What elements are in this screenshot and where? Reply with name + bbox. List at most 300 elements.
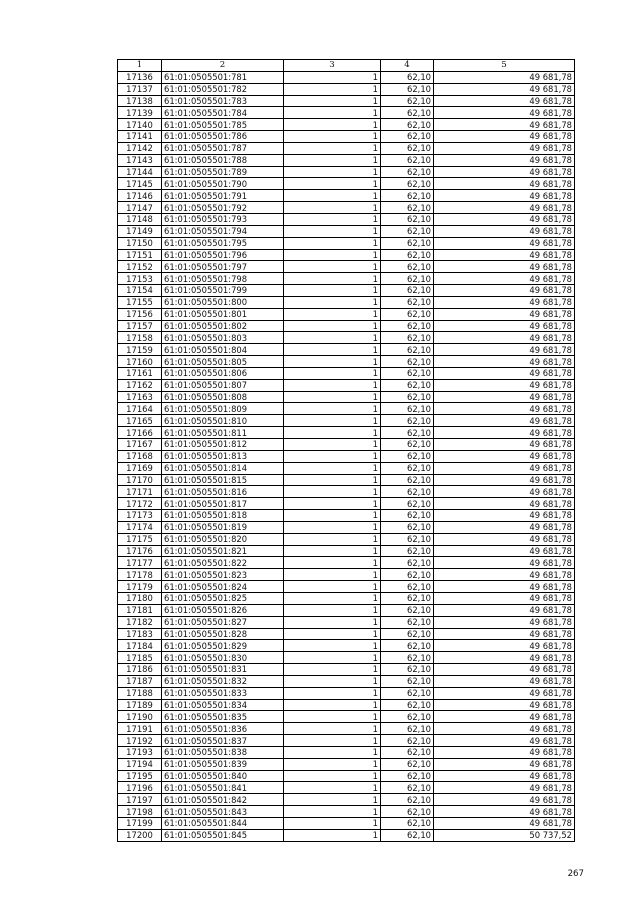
cadastral-number-cell: 61:01:0505501:788 xyxy=(162,154,284,166)
area-cell: 62,10 xyxy=(381,249,434,261)
table-row xyxy=(118,818,575,830)
table-row xyxy=(118,296,575,308)
quantity-cell: 1 xyxy=(284,83,381,95)
row-number-cell: 17142 xyxy=(118,142,162,154)
cadastral-number-cell: 61:01:0505501:811 xyxy=(162,427,284,439)
area-cell: 62,10 xyxy=(381,450,434,462)
table-row xyxy=(118,770,575,782)
value-cell: 49 681,78 xyxy=(434,616,575,628)
row-number-cell: 17144 xyxy=(118,166,162,178)
quantity-cell: 1 xyxy=(284,498,381,510)
area-cell: 62,10 xyxy=(381,166,434,178)
area-cell: 62,10 xyxy=(381,474,434,486)
row-number-cell: 17171 xyxy=(118,486,162,498)
row-number-cell: 17143 xyxy=(118,154,162,166)
quantity-cell: 1 xyxy=(284,237,381,249)
value-cell: 49 681,78 xyxy=(434,202,575,214)
cadastral-number-cell: 61:01:0505501:845 xyxy=(162,829,284,841)
area-cell: 62,10 xyxy=(381,119,434,131)
area-cell: 62,10 xyxy=(381,829,434,841)
table-row xyxy=(118,498,575,510)
row-number-cell: 17166 xyxy=(118,427,162,439)
table-row xyxy=(118,652,575,664)
value-cell: 49 681,78 xyxy=(434,735,575,747)
table-row xyxy=(118,95,575,107)
cadastral-number-cell: 61:01:0505501:807 xyxy=(162,379,284,391)
area-cell: 62,10 xyxy=(381,818,434,830)
value-cell: 49 681,78 xyxy=(434,498,575,510)
table-row xyxy=(118,403,575,415)
row-number-cell: 17193 xyxy=(118,746,162,758)
cadastral-number-cell: 61:01:0505501:822 xyxy=(162,557,284,569)
quantity-cell: 1 xyxy=(284,782,381,794)
row-number-cell: 17177 xyxy=(118,557,162,569)
cadastral-number-cell: 61:01:0505501:784 xyxy=(162,107,284,119)
table-row xyxy=(118,107,575,119)
cadastral-number-cell: 61:01:0505501:829 xyxy=(162,640,284,652)
table-row xyxy=(118,735,575,747)
value-cell: 49 681,78 xyxy=(434,687,575,699)
area-cell: 62,10 xyxy=(381,403,434,415)
cadastral-number-cell: 61:01:0505501:794 xyxy=(162,225,284,237)
value-cell: 49 681,78 xyxy=(434,604,575,616)
area-cell: 62,10 xyxy=(381,557,434,569)
row-number-cell: 17149 xyxy=(118,225,162,237)
area-cell: 62,10 xyxy=(381,462,434,474)
quantity-cell: 1 xyxy=(284,699,381,711)
row-number-cell: 17200 xyxy=(118,829,162,841)
row-number-cell: 17190 xyxy=(118,711,162,723)
row-number-cell: 17182 xyxy=(118,616,162,628)
row-number-cell: 17189 xyxy=(118,699,162,711)
row-number-cell: 17183 xyxy=(118,628,162,640)
area-cell: 62,10 xyxy=(381,439,434,451)
area-cell: 62,10 xyxy=(381,415,434,427)
cadastral-number-cell: 61:01:0505501:840 xyxy=(162,770,284,782)
area-cell: 62,10 xyxy=(381,616,434,628)
table-row xyxy=(118,675,575,687)
value-cell: 49 681,78 xyxy=(434,699,575,711)
row-number-cell: 17185 xyxy=(118,652,162,664)
value-cell: 49 681,78 xyxy=(434,675,575,687)
quantity-cell: 1 xyxy=(284,474,381,486)
table-row xyxy=(118,415,575,427)
table-row xyxy=(118,592,575,604)
table-row xyxy=(118,806,575,818)
quantity-cell: 1 xyxy=(284,166,381,178)
table-row xyxy=(118,237,575,249)
cadastral-number-cell: 61:01:0505501:812 xyxy=(162,439,284,451)
value-cell: 49 681,78 xyxy=(434,758,575,770)
area-cell: 62,10 xyxy=(381,427,434,439)
value-cell: 50 737,52 xyxy=(434,829,575,841)
area-cell: 62,10 xyxy=(381,628,434,640)
cadastral-number-cell: 61:01:0505501:824 xyxy=(162,581,284,593)
area-cell: 62,10 xyxy=(381,344,434,356)
value-cell: 49 681,78 xyxy=(434,592,575,604)
table-row xyxy=(118,273,575,285)
cadastral-number-cell: 61:01:0505501:823 xyxy=(162,569,284,581)
cadastral-number-cell: 61:01:0505501:782 xyxy=(162,83,284,95)
row-number-cell: 17136 xyxy=(118,71,162,83)
cadastral-number-cell: 61:01:0505501:801 xyxy=(162,308,284,320)
row-number-cell: 17153 xyxy=(118,273,162,285)
value-cell: 49 681,78 xyxy=(434,818,575,830)
table-row xyxy=(118,723,575,735)
area-cell: 62,10 xyxy=(381,794,434,806)
row-number-cell: 17187 xyxy=(118,675,162,687)
area-cell: 62,10 xyxy=(381,711,434,723)
value-cell: 49 681,78 xyxy=(434,356,575,368)
value-cell: 49 681,78 xyxy=(434,131,575,143)
cadastral-number-cell: 61:01:0505501:785 xyxy=(162,119,284,131)
value-cell: 49 681,78 xyxy=(434,296,575,308)
cadastral-number-cell: 61:01:0505501:802 xyxy=(162,320,284,332)
row-number-cell: 17155 xyxy=(118,296,162,308)
cadastral-number-cell: 61:01:0505501:836 xyxy=(162,723,284,735)
table-row xyxy=(118,308,575,320)
value-cell: 49 681,78 xyxy=(434,557,575,569)
value-cell: 49 681,78 xyxy=(434,569,575,581)
data-table xyxy=(117,59,575,842)
quantity-cell: 1 xyxy=(284,332,381,344)
value-cell: 49 681,78 xyxy=(434,533,575,545)
row-number-cell: 17162 xyxy=(118,379,162,391)
cadastral-number-cell: 61:01:0505501:830 xyxy=(162,652,284,664)
table-row xyxy=(118,391,575,403)
area-cell: 62,10 xyxy=(381,592,434,604)
table-row xyxy=(118,521,575,533)
row-number-cell: 17139 xyxy=(118,107,162,119)
row-number-cell: 17181 xyxy=(118,604,162,616)
table-row xyxy=(118,640,575,652)
area-cell: 62,10 xyxy=(381,391,434,403)
value-cell: 49 681,78 xyxy=(434,403,575,415)
quantity-cell: 1 xyxy=(284,770,381,782)
cadastral-number-cell: 61:01:0505501:821 xyxy=(162,545,284,557)
row-number-cell: 17178 xyxy=(118,569,162,581)
value-cell: 49 681,78 xyxy=(434,178,575,190)
table-row xyxy=(118,581,575,593)
row-number-cell: 17197 xyxy=(118,794,162,806)
table-row xyxy=(118,687,575,699)
table-row xyxy=(118,131,575,143)
area-cell: 62,10 xyxy=(381,356,434,368)
row-number-cell: 17165 xyxy=(118,415,162,427)
page-number: 267 xyxy=(567,869,584,879)
value-cell: 49 681,78 xyxy=(434,521,575,533)
area-cell: 62,10 xyxy=(381,71,434,83)
table-row xyxy=(118,794,575,806)
quantity-cell: 1 xyxy=(284,427,381,439)
value-cell: 49 681,78 xyxy=(434,249,575,261)
quantity-cell: 1 xyxy=(284,131,381,143)
value-cell: 49 681,78 xyxy=(434,119,575,131)
row-number-cell: 17179 xyxy=(118,581,162,593)
quantity-cell: 1 xyxy=(284,225,381,237)
header-cell-1: 1 xyxy=(118,60,162,72)
cadastral-number-cell: 61:01:0505501:789 xyxy=(162,166,284,178)
cadastral-number-cell: 61:01:0505501:831 xyxy=(162,664,284,676)
area-cell: 62,10 xyxy=(381,308,434,320)
table-row xyxy=(118,344,575,356)
cadastral-number-cell: 61:01:0505501:839 xyxy=(162,758,284,770)
value-cell: 49 681,78 xyxy=(434,225,575,237)
quantity-cell: 1 xyxy=(284,557,381,569)
table-row xyxy=(118,332,575,344)
cadastral-number-cell: 61:01:0505501:804 xyxy=(162,344,284,356)
row-number-cell: 17154 xyxy=(118,285,162,297)
value-cell: 49 681,78 xyxy=(434,545,575,557)
table-row xyxy=(118,628,575,640)
row-number-cell: 17164 xyxy=(118,403,162,415)
table-row xyxy=(118,427,575,439)
cadastral-number-cell: 61:01:0505501:810 xyxy=(162,415,284,427)
cadastral-number-cell: 61:01:0505501:799 xyxy=(162,285,284,297)
row-number-cell: 17145 xyxy=(118,178,162,190)
area-cell: 62,10 xyxy=(381,379,434,391)
table-row xyxy=(118,545,575,557)
cadastral-number-cell: 61:01:0505501:809 xyxy=(162,403,284,415)
cadastral-number-cell: 61:01:0505501:795 xyxy=(162,237,284,249)
table-row xyxy=(118,533,575,545)
area-cell: 62,10 xyxy=(381,261,434,273)
quantity-cell: 1 xyxy=(284,71,381,83)
cadastral-number-cell: 61:01:0505501:816 xyxy=(162,486,284,498)
cadastral-number-cell: 61:01:0505501:827 xyxy=(162,616,284,628)
quantity-cell: 1 xyxy=(284,356,381,368)
header-cell-5: 5 xyxy=(434,60,575,72)
quantity-cell: 1 xyxy=(284,604,381,616)
cadastral-number-cell: 61:01:0505501:797 xyxy=(162,261,284,273)
row-number-cell: 17140 xyxy=(118,119,162,131)
quantity-cell: 1 xyxy=(284,794,381,806)
area-cell: 62,10 xyxy=(381,699,434,711)
value-cell: 49 681,78 xyxy=(434,320,575,332)
row-number-cell: 17161 xyxy=(118,367,162,379)
quantity-cell: 1 xyxy=(284,723,381,735)
quantity-cell: 1 xyxy=(284,806,381,818)
area-cell: 62,10 xyxy=(381,735,434,747)
table-body xyxy=(118,71,575,841)
quantity-cell: 1 xyxy=(284,533,381,545)
row-number-cell: 17137 xyxy=(118,83,162,95)
quantity-cell: 1 xyxy=(284,510,381,522)
table-row xyxy=(118,439,575,451)
quantity-cell: 1 xyxy=(284,711,381,723)
quantity-cell: 1 xyxy=(284,616,381,628)
row-number-cell: 17141 xyxy=(118,131,162,143)
header-cell-2: 2 xyxy=(162,60,284,72)
row-number-cell: 17170 xyxy=(118,474,162,486)
value-cell: 49 681,78 xyxy=(434,711,575,723)
value-cell: 49 681,78 xyxy=(434,379,575,391)
cadastral-number-cell: 61:01:0505501:818 xyxy=(162,510,284,522)
cadastral-number-cell: 61:01:0505501:796 xyxy=(162,249,284,261)
quantity-cell: 1 xyxy=(284,545,381,557)
area-cell: 62,10 xyxy=(381,770,434,782)
table-row xyxy=(118,213,575,225)
cadastral-number-cell: 61:01:0505501:791 xyxy=(162,190,284,202)
value-cell: 49 681,78 xyxy=(434,95,575,107)
quantity-cell: 1 xyxy=(284,367,381,379)
value-cell: 49 681,78 xyxy=(434,770,575,782)
quantity-cell: 1 xyxy=(284,486,381,498)
quantity-cell: 1 xyxy=(284,285,381,297)
quantity-cell: 1 xyxy=(284,450,381,462)
area-cell: 62,10 xyxy=(381,320,434,332)
quantity-cell: 1 xyxy=(284,344,381,356)
area-cell: 62,10 xyxy=(381,510,434,522)
value-cell: 49 681,78 xyxy=(434,142,575,154)
value-cell: 49 681,78 xyxy=(434,628,575,640)
table-row xyxy=(118,356,575,368)
cadastral-number-cell: 61:01:0505501:833 xyxy=(162,687,284,699)
area-cell: 62,10 xyxy=(381,367,434,379)
value-cell: 49 681,78 xyxy=(434,154,575,166)
area-cell: 62,10 xyxy=(381,131,434,143)
value-cell: 49 681,78 xyxy=(434,107,575,119)
table-row xyxy=(118,379,575,391)
row-number-cell: 17172 xyxy=(118,498,162,510)
header-cell-3: 3 xyxy=(284,60,381,72)
cadastral-number-cell: 61:01:0505501:815 xyxy=(162,474,284,486)
row-number-cell: 17175 xyxy=(118,533,162,545)
value-cell: 49 681,78 xyxy=(434,166,575,178)
area-cell: 62,10 xyxy=(381,213,434,225)
value-cell: 49 681,78 xyxy=(434,213,575,225)
quantity-cell: 1 xyxy=(284,735,381,747)
cadastral-number-cell: 61:01:0505501:786 xyxy=(162,131,284,143)
value-cell: 49 681,78 xyxy=(434,83,575,95)
cadastral-number-cell: 61:01:0505501:820 xyxy=(162,533,284,545)
quantity-cell: 1 xyxy=(284,818,381,830)
quantity-cell: 1 xyxy=(284,273,381,285)
row-number-cell: 17173 xyxy=(118,510,162,522)
value-cell: 49 681,78 xyxy=(434,462,575,474)
area-cell: 62,10 xyxy=(381,486,434,498)
quantity-cell: 1 xyxy=(284,675,381,687)
area-cell: 62,10 xyxy=(381,142,434,154)
cadastral-number-cell: 61:01:0505501:844 xyxy=(162,818,284,830)
cadastral-number-cell: 61:01:0505501:787 xyxy=(162,142,284,154)
area-cell: 62,10 xyxy=(381,652,434,664)
table-row xyxy=(118,699,575,711)
quantity-cell: 1 xyxy=(284,379,381,391)
cadastral-number-cell: 61:01:0505501:819 xyxy=(162,521,284,533)
quantity-cell: 1 xyxy=(284,107,381,119)
row-number-cell: 17191 xyxy=(118,723,162,735)
quantity-cell: 1 xyxy=(284,640,381,652)
value-cell: 49 681,78 xyxy=(434,652,575,664)
cadastral-number-cell: 61:01:0505501:825 xyxy=(162,592,284,604)
row-number-cell: 17176 xyxy=(118,545,162,557)
row-number-cell: 17195 xyxy=(118,770,162,782)
area-cell: 62,10 xyxy=(381,723,434,735)
row-number-cell: 17186 xyxy=(118,664,162,676)
table-row xyxy=(118,450,575,462)
row-number-cell: 17150 xyxy=(118,237,162,249)
area-cell: 62,10 xyxy=(381,758,434,770)
row-number-cell: 17180 xyxy=(118,592,162,604)
quantity-cell: 1 xyxy=(284,569,381,581)
table-header xyxy=(118,60,575,72)
quantity-cell: 1 xyxy=(284,829,381,841)
table-row xyxy=(118,486,575,498)
quantity-cell: 1 xyxy=(284,521,381,533)
area-cell: 62,10 xyxy=(381,533,434,545)
value-cell: 49 681,78 xyxy=(434,510,575,522)
quantity-cell: 1 xyxy=(284,202,381,214)
row-number-cell: 17167 xyxy=(118,439,162,451)
table-row xyxy=(118,711,575,723)
table-row xyxy=(118,758,575,770)
value-cell: 49 681,78 xyxy=(434,415,575,427)
table-row xyxy=(118,782,575,794)
table-row xyxy=(118,190,575,202)
value-cell: 49 681,78 xyxy=(434,806,575,818)
cadastral-number-cell: 61:01:0505501:843 xyxy=(162,806,284,818)
cadastral-number-cell: 61:01:0505501:837 xyxy=(162,735,284,747)
area-cell: 62,10 xyxy=(381,640,434,652)
value-cell: 49 681,78 xyxy=(434,474,575,486)
header-cell-4: 4 xyxy=(381,60,434,72)
row-number-cell: 17160 xyxy=(118,356,162,368)
value-cell: 49 681,78 xyxy=(434,344,575,356)
row-number-cell: 17151 xyxy=(118,249,162,261)
value-cell: 49 681,78 xyxy=(434,285,575,297)
area-cell: 62,10 xyxy=(381,107,434,119)
table-row xyxy=(118,71,575,83)
row-number-cell: 17146 xyxy=(118,190,162,202)
row-number-cell: 17188 xyxy=(118,687,162,699)
cadastral-number-cell: 61:01:0505501:806 xyxy=(162,367,284,379)
quantity-cell: 1 xyxy=(284,213,381,225)
cadastral-number-cell: 61:01:0505501:832 xyxy=(162,675,284,687)
quantity-cell: 1 xyxy=(284,95,381,107)
area-cell: 62,10 xyxy=(381,202,434,214)
value-cell: 49 681,78 xyxy=(434,664,575,676)
cadastral-number-cell: 61:01:0505501:826 xyxy=(162,604,284,616)
value-cell: 49 681,78 xyxy=(434,450,575,462)
row-number-cell: 17159 xyxy=(118,344,162,356)
table-row xyxy=(118,83,575,95)
value-cell: 49 681,78 xyxy=(434,71,575,83)
value-cell: 49 681,78 xyxy=(434,439,575,451)
area-cell: 62,10 xyxy=(381,545,434,557)
table-row xyxy=(118,249,575,261)
cadastral-number-cell: 61:01:0505501:835 xyxy=(162,711,284,723)
value-cell: 49 681,78 xyxy=(434,190,575,202)
table-row xyxy=(118,510,575,522)
row-number-cell: 17199 xyxy=(118,818,162,830)
quantity-cell: 1 xyxy=(284,462,381,474)
row-number-cell: 17184 xyxy=(118,640,162,652)
quantity-cell: 1 xyxy=(284,415,381,427)
area-cell: 62,10 xyxy=(381,332,434,344)
row-number-cell: 17198 xyxy=(118,806,162,818)
cadastral-number-cell: 61:01:0505501:798 xyxy=(162,273,284,285)
area-cell: 62,10 xyxy=(381,687,434,699)
table-row xyxy=(118,142,575,154)
cadastral-number-cell: 61:01:0505501:808 xyxy=(162,391,284,403)
quantity-cell: 1 xyxy=(284,758,381,770)
value-cell: 49 681,78 xyxy=(434,782,575,794)
quantity-cell: 1 xyxy=(284,308,381,320)
cadastral-number-cell: 61:01:0505501:814 xyxy=(162,462,284,474)
cadastral-number-cell: 61:01:0505501:805 xyxy=(162,356,284,368)
cadastral-number-cell: 61:01:0505501:793 xyxy=(162,213,284,225)
